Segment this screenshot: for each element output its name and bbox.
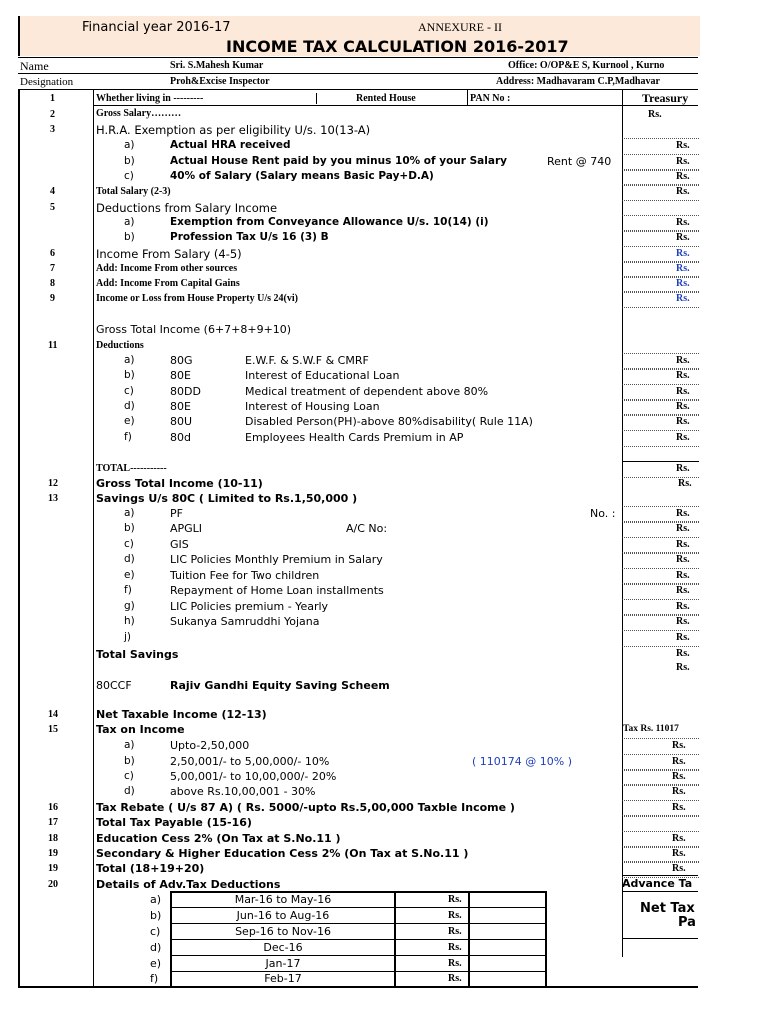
tax-slab-note: ( 110174 @ 10% ) (472, 755, 573, 768)
net-tax-pa: Pa (678, 915, 696, 930)
saving-text: Repayment of Home Loan installments (170, 584, 384, 597)
name-label: Name (20, 59, 49, 73)
deduction-code: 80E (170, 400, 191, 413)
total-savings-rs: Rs. (676, 648, 690, 659)
adv-period: Sep-16 to Nov-16 (235, 925, 331, 938)
living-label: Whether living in --------- (96, 93, 317, 104)
adv-row-line (170, 907, 547, 908)
row-14-text: Net Taxable Income (12-13) (96, 708, 267, 721)
tax-slab-text: 5,00,001/- to 10,00,000/- 20% (170, 770, 337, 783)
saving-text: GIS (170, 538, 189, 551)
row-rs: Rs. (676, 217, 690, 228)
ccf-code: 80CCF (96, 679, 132, 692)
row-text: Actual HRA received (170, 139, 291, 151)
deduction-rs: Rs. (676, 432, 690, 443)
saving-sub: h) (124, 615, 135, 627)
deductions-total-label: TOTAL----------- (96, 463, 167, 474)
row-text: 40% of Salary (Salary means Basic Pay+D.A) (170, 170, 434, 182)
row-num: 9 (50, 293, 55, 304)
deduction-sub: f) (124, 431, 132, 443)
saving-sub: b) (124, 522, 135, 534)
deduction-code: 80G (170, 354, 193, 367)
saving-sub: d) (124, 553, 135, 565)
designation-value: Proh&Excise Inspector (170, 76, 270, 87)
designation-label: Designation (20, 76, 74, 88)
row-num: 5 (50, 202, 55, 213)
row-rs: Rs. (648, 109, 662, 120)
bottom-row-num: 18 (48, 833, 58, 844)
row-sub: b) (124, 231, 135, 243)
frame-left (18, 89, 20, 987)
deduction-sub: b) (124, 369, 135, 381)
tax-num: 15 (48, 724, 58, 735)
saving-text: Tuition Fee for Two children (170, 569, 320, 582)
tax-slab-text: 2,50,001/- to 5,00,000/- 10% (170, 755, 330, 768)
row-num: 2 (50, 109, 55, 120)
row-num: 3 (50, 124, 55, 135)
advance-right-label: Advance Ta (622, 877, 693, 890)
row-rs: Rs. (676, 293, 690, 304)
saving-rs: Rs. (676, 508, 690, 519)
bottom-row-num: 19 (48, 848, 58, 859)
deduction-sub: d) (124, 400, 135, 412)
treasury-label: Treasury (642, 91, 689, 105)
deduction-desc: Interest of Housing Loan (245, 400, 380, 413)
deduction-rs: Rs. (676, 355, 690, 366)
annexure-label: ANNEXURE - II (418, 20, 502, 34)
saving-rs: Rs. (676, 523, 690, 534)
pan-label: PAN No : (470, 93, 511, 104)
saving-rs: Rs. (676, 570, 690, 581)
saving-text: Sukanya Samruddhi Yojana (170, 615, 320, 628)
tax-slab-text: Upto-2,50,000 (170, 739, 250, 752)
adv-sub: d) (150, 941, 162, 954)
deduction-desc: E.W.F. & S.W.F & CMRF (245, 354, 369, 367)
deduction-desc: Disabled Person(PH)-above 80%disability( Rule 11A) (245, 415, 533, 428)
address-value: Address: Madhavaram C.P,Madhavar (496, 76, 660, 87)
deduction-sub: c) (124, 385, 134, 397)
bottom-row-text: Total (18+19+20) (96, 862, 205, 875)
row-rs: Rs. (676, 248, 690, 259)
row-sub: a) (124, 216, 135, 228)
bottom-row-text: Secondary & Higher Education Cess 2% (On Tax at S.No.11 ) (96, 847, 469, 860)
deductions-num: 11 (48, 340, 58, 351)
tax-sub: b) (124, 755, 135, 767)
tax-sub: a) (124, 739, 135, 751)
saving-rs: Rs. (676, 632, 690, 643)
total-savings-label: Total Savings (96, 648, 179, 661)
adv-rs: Rs. (448, 894, 462, 905)
saving-rs: Rs. (676, 616, 690, 627)
bottom-row-text: Total Tax Payable (15-16) (96, 816, 252, 829)
deduction-code: 80U (170, 415, 193, 428)
row-text: Income From Salary (4-5) (96, 247, 242, 261)
saving-text: LIC Policies Monthly Premium in Salary (170, 553, 383, 566)
bottom-row-rs: Rs. (672, 802, 686, 813)
row-text: Profession Tax U/s 16 (3) B (170, 231, 329, 243)
advance-num: 20 (48, 879, 58, 890)
adv-rs: Rs. (448, 942, 462, 953)
row-rs: Rs. (676, 186, 690, 197)
row-text: Income or Loss from House Property U/s 24(vi) (96, 293, 298, 304)
adv-period: Jun-16 to Aug-16 (236, 909, 330, 922)
adv-row-line (170, 939, 547, 940)
adv-sub: a) (150, 893, 162, 906)
row-num: 7 (50, 263, 55, 274)
tax-sub: d) (124, 785, 135, 797)
saving-sub: c) (124, 538, 134, 550)
adv-rs: Rs. (448, 973, 462, 984)
row-14-num: 14 (48, 709, 58, 720)
deduction-sub: a) (124, 354, 135, 366)
savings-label: Savings U/s 80C ( Limited to Rs.1,50,000 ) (96, 492, 358, 505)
deduction-rs: Rs. (676, 386, 690, 397)
row-rs: Rs. (676, 156, 690, 167)
row-sub: c) (124, 170, 134, 182)
row-rs: Rs. (676, 263, 690, 274)
row-12-rs: Rs. (678, 478, 692, 489)
adv-sub: c) (150, 925, 161, 938)
net-tax-label: Net Tax (640, 901, 695, 916)
savings-ac-label: A/C No: (346, 522, 388, 535)
row-text: Total Salary (2-3) (96, 186, 171, 197)
office-value: Office: O/OP&E S, Kurnool , Kurno (508, 60, 665, 71)
row-text: Exemption from Conveyance Allowance U/s. 10(14) (i) (170, 216, 489, 228)
bottom-row-rs: Rs. (672, 848, 686, 859)
adv-period: Mar-16 to May-16 (234, 893, 332, 906)
tax-label: Tax on Income (96, 723, 185, 736)
deduction-sub: e) (124, 415, 135, 427)
row-rs: Rs. (676, 171, 690, 182)
savings-no-label: No. : (590, 507, 616, 520)
bottom-row-num: 16 (48, 802, 58, 813)
tax-slab-rs: Rs. (672, 740, 686, 751)
deduction-desc: Medical treatment of dependent above 80% (245, 385, 489, 398)
adv-period: Feb-17 (264, 972, 302, 985)
financial-year: Financial year 2016-17 (82, 20, 231, 35)
rs-cell (622, 815, 699, 832)
row-12-num: 12 (48, 478, 58, 489)
gross-total-label: Gross Total Income (6+7+8+9+10) (96, 323, 292, 336)
row-rs: Rs. (676, 140, 690, 151)
advance-label: Details of Adv.Tax Deductions (96, 878, 281, 891)
deduction-desc: Interest of Educational Loan (245, 369, 400, 382)
saving-rs: Rs. (676, 585, 690, 596)
row-text: Add: Income From Capital Gains (96, 278, 240, 289)
tax-slab-text: above Rs.10,00,001 - 30% (170, 785, 316, 798)
bottom-row-num: 17 (48, 817, 58, 828)
tax-slab-rs: Rs. (672, 786, 686, 797)
deduction-rs: Rs. (676, 370, 690, 381)
adv-rs: Rs. (448, 958, 462, 969)
row-num: 6 (50, 248, 55, 259)
bottom-row-text: Tax Rebate ( U/s 87 A) ( Rs. 5000/-upto Rs.5,00,000 Taxble Income ) (96, 801, 515, 814)
row-rs: Rs. (676, 278, 690, 289)
adv-rs: Rs. (448, 926, 462, 937)
total-savings-rs2: Rs. (676, 662, 690, 673)
deduction-code: 80d (170, 431, 191, 444)
tax-right-label: Tax Rs. 11017 (623, 724, 679, 734)
adv-period: Dec-16 (263, 941, 303, 954)
saving-sub: e) (124, 569, 135, 581)
deduction-code: 80DD (170, 385, 201, 398)
saving-text: APGLI (170, 522, 203, 535)
saving-sub: j) (124, 631, 132, 643)
row-num: 8 (50, 278, 55, 289)
saving-sub: g) (124, 600, 135, 612)
rs-cell (622, 738, 699, 755)
rs-cell (622, 784, 699, 801)
row-text: Actual House Rent paid by you minus 10% of your Salary (170, 155, 507, 167)
saving-sub: a) (124, 507, 135, 519)
adv-sub: f) (150, 972, 159, 985)
saving-rs: Rs. (676, 539, 690, 550)
row-extra: Rent @ 740 (547, 155, 612, 168)
bottom-row-rs: Rs. (672, 833, 686, 844)
saving-text: LIC Policies premium - Yearly (170, 600, 329, 613)
adv-sub: b) (150, 909, 162, 922)
row-text: Gross Salary……… (96, 108, 182, 119)
bottom-row-text: Education Cess 2% (On Tax at S.No.11 ) (96, 832, 341, 845)
bottom-row-rs: Rs. (672, 863, 686, 874)
name-value: Sri. S.Mahesh Kumar (170, 60, 264, 71)
page-title: INCOME TAX CALCULATION 2016-2017 (226, 37, 569, 56)
saving-rs: Rs. (676, 554, 690, 565)
tax-sub: c) (124, 770, 134, 782)
row-1-num: 1 (50, 93, 55, 104)
deduction-rs: Rs. (676, 416, 690, 427)
row-rs: Rs. (676, 232, 690, 243)
ccf-text: Rajiv Gandhi Equity Saving Scheem (170, 679, 390, 692)
frame-num-divider (93, 89, 94, 987)
deductions-total-rs: Rs. (676, 463, 690, 474)
adv-row-line (170, 923, 547, 924)
saving-text: PF (170, 507, 183, 520)
row-text: Add: Income From other sources (96, 263, 238, 274)
living-value: Rented House (356, 93, 416, 104)
adv-row-line (170, 986, 547, 987)
adv-period: Jan-17 (265, 957, 301, 970)
adv-rs: Rs. (448, 910, 462, 921)
row-num: 4 (50, 186, 55, 197)
deduction-code: 80E (170, 369, 191, 382)
saving-rs: Rs. (676, 601, 690, 612)
bottom-row-num: 19 (48, 863, 58, 874)
row-sub: a) (124, 139, 135, 151)
deduction-rs: Rs. (676, 401, 690, 412)
deduction-desc: Employees Health Cards Premium in AP (245, 431, 464, 444)
row-12-text: Gross Total Income (10-11) (96, 477, 263, 490)
adv-sub: e) (150, 957, 162, 970)
savings-num: 13 (48, 493, 58, 504)
deductions-label: Deductions (96, 340, 144, 351)
tax-slab-rs: Rs. (672, 756, 686, 767)
row-sub: b) (124, 155, 135, 167)
row-text: H.R.A. Exemption as per eligibility U/s. 10(13-A) (96, 123, 371, 137)
row-text: Deductions from Salary Income (96, 201, 278, 215)
saving-sub: f) (124, 584, 132, 596)
tax-slab-rs: Rs. (672, 771, 686, 782)
adv-row-line (170, 955, 547, 956)
